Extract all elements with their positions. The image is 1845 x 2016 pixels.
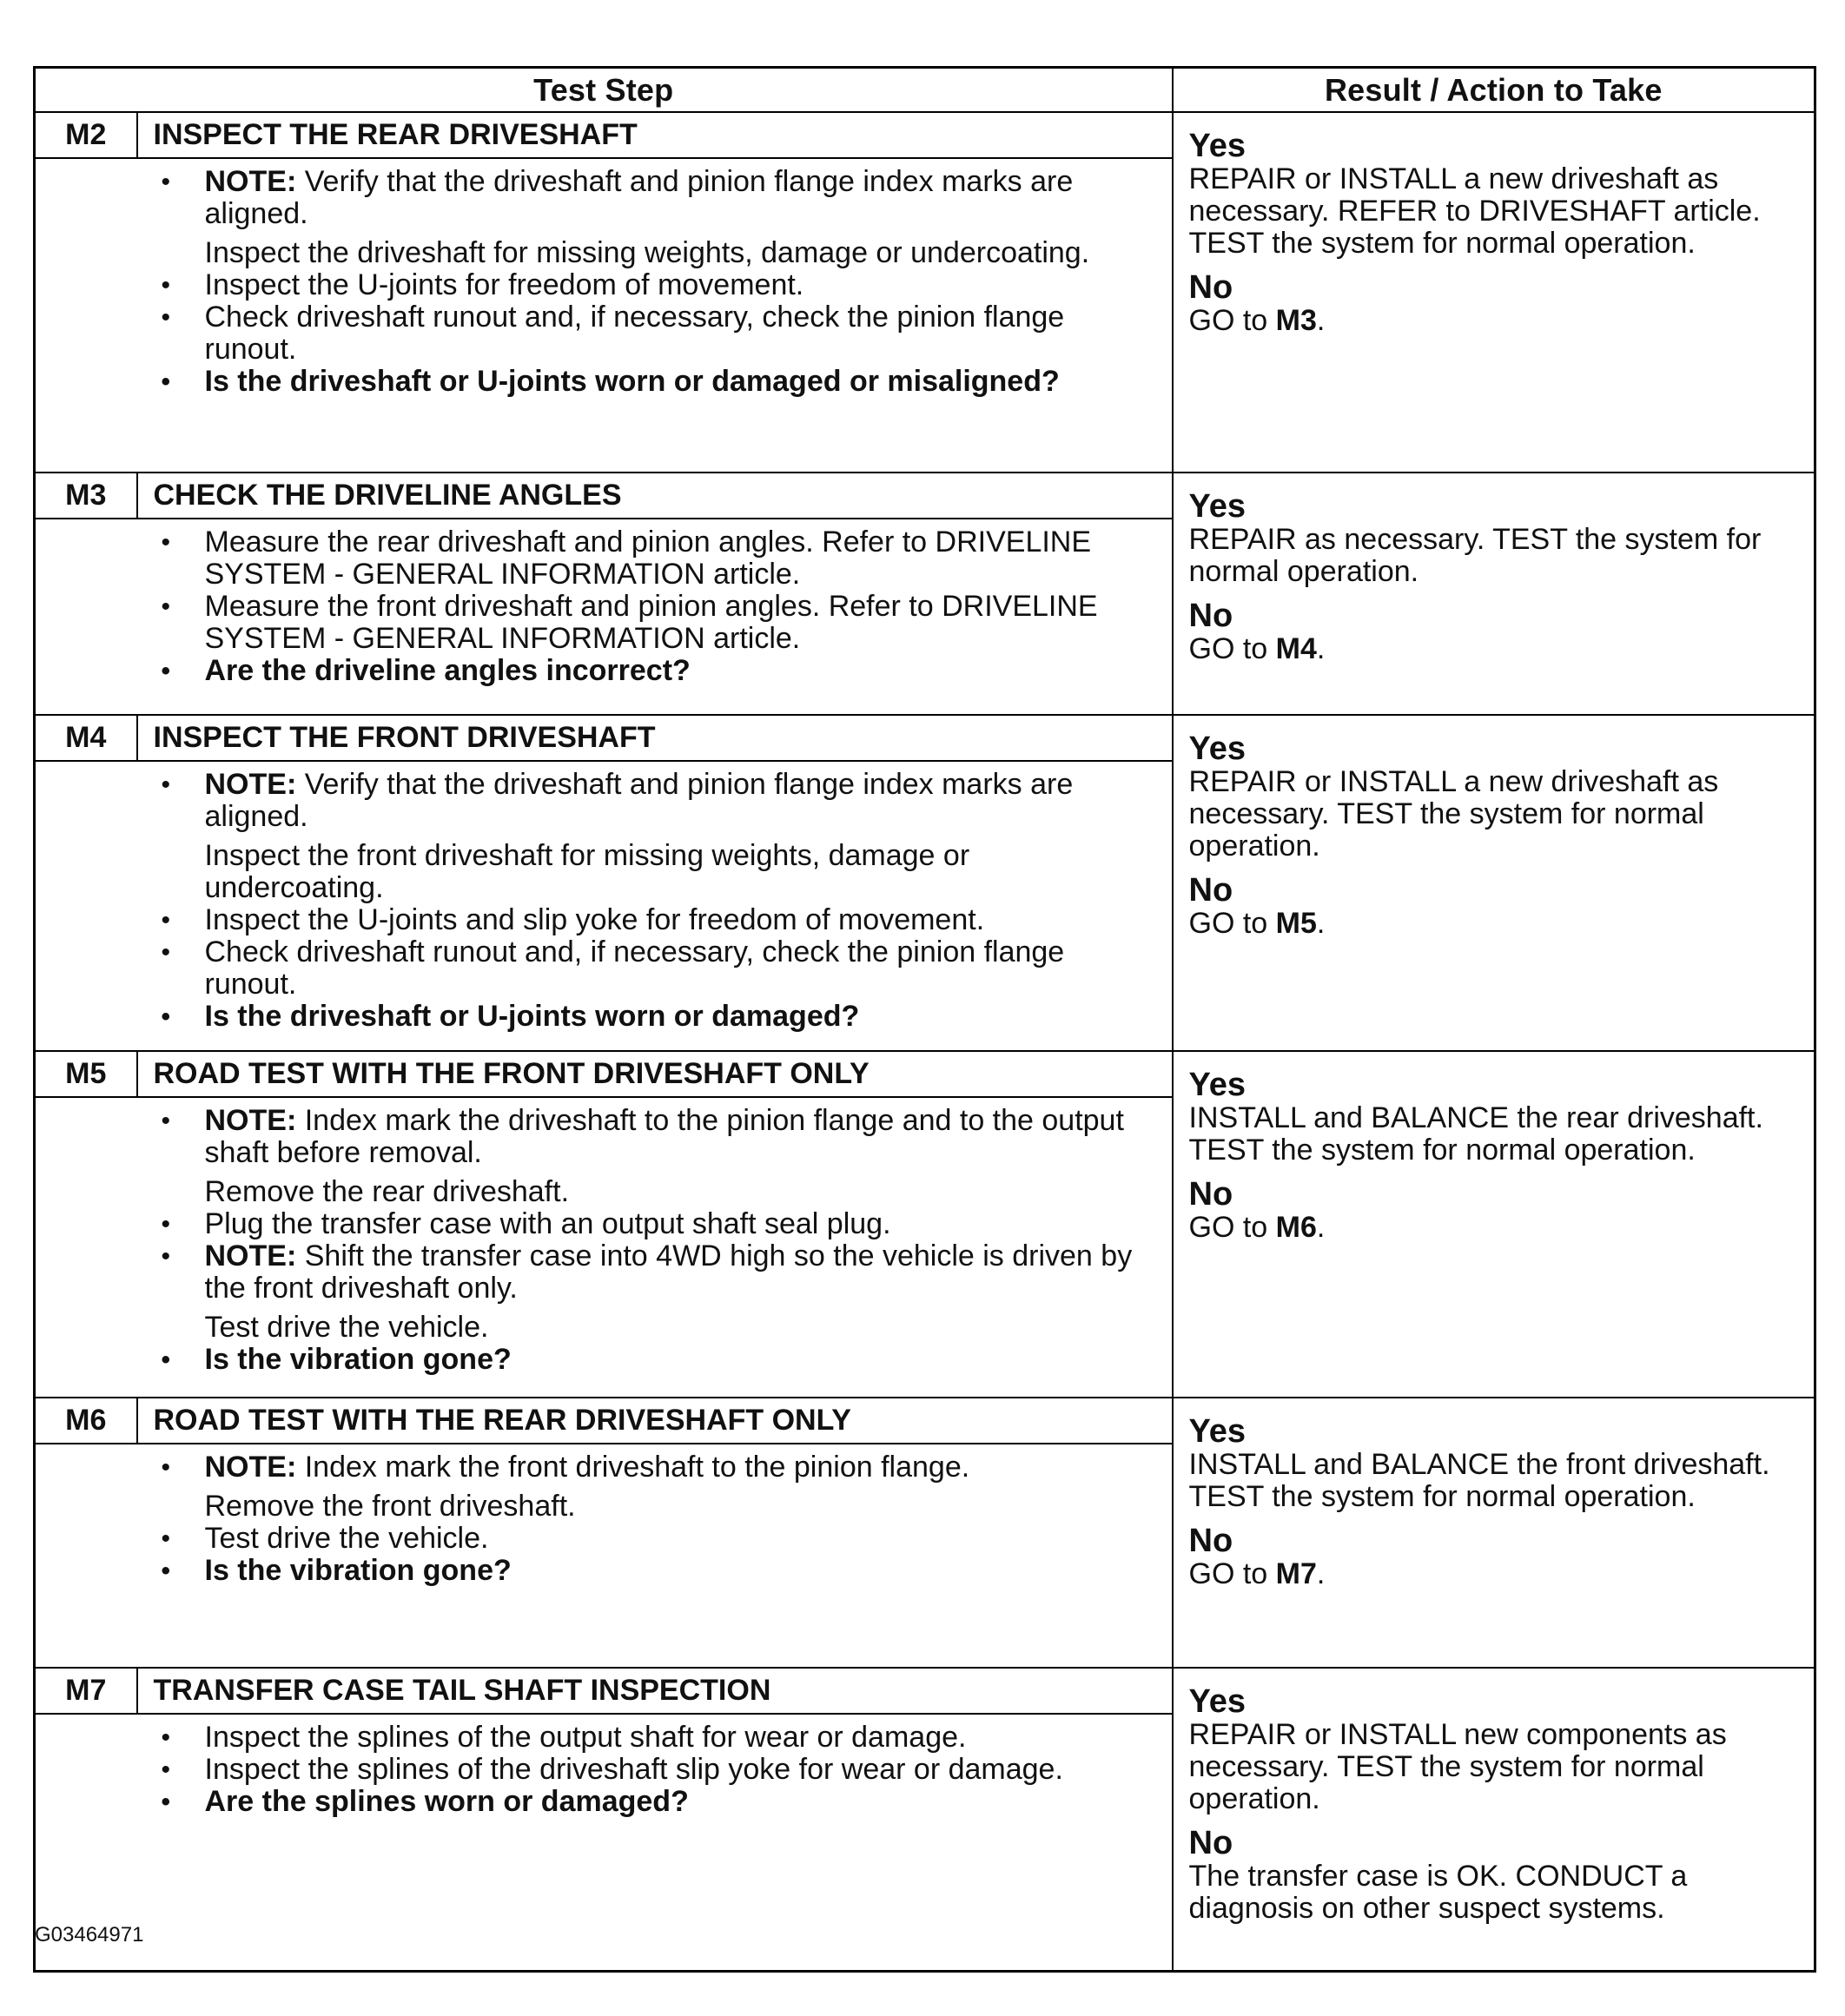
- yes-label: Yes: [1188, 488, 1247, 525]
- step-item-text: Check driveshaft runout and, if necessary, check the pinion flange runout.: [204, 935, 1065, 1001]
- no-action: [1189, 908, 1804, 940]
- step-body: [137, 519, 1173, 715]
- step-item: [137, 1105, 1146, 1169]
- step-title-row: [35, 1398, 1815, 1444]
- yes-action: REPAIR or INSTALL new components as necessary. TEST the system for normal operation.: [1188, 1718, 1727, 1815]
- step-title: CHECK THE DRIVELINE ANGLES: [137, 473, 1173, 519]
- yes-label: Yes: [1188, 1413, 1247, 1450]
- step-item: [137, 1484, 1146, 1523]
- step-item: [137, 230, 1146, 269]
- no-action-tail: .: [1316, 632, 1326, 665]
- step-title-row: [35, 1668, 1815, 1714]
- step-item-text: Is the vibration gone?: [204, 1343, 512, 1376]
- step-item: [137, 1208, 1146, 1240]
- step-item-list: [137, 769, 1146, 1033]
- yes-action: INSTALL and BALANCE the rear driveshaft. TEST the system for normal operation.: [1188, 1101, 1763, 1167]
- step-id-spacer: [35, 519, 137, 715]
- step-item-list: [137, 1722, 1146, 1818]
- step-id-spacer: [35, 761, 137, 1051]
- step-id: M5: [35, 1051, 137, 1097]
- step-item-text: Is the driveshaft or U-joints worn or damaged or misaligned?: [204, 365, 1060, 398]
- step-title: TRANSFER CASE TAIL SHAFT INSPECTION: [137, 1668, 1173, 1714]
- step-item: [137, 591, 1146, 655]
- table-header-row: [35, 68, 1815, 113]
- no-action: [1189, 1558, 1804, 1590]
- step-item-text: Is the vibration gone?: [204, 1554, 512, 1587]
- step-item: [137, 366, 1146, 398]
- no-action-tail: .: [1316, 907, 1326, 940]
- step-title: ROAD TEST WITH THE FRONT DRIVESHAFT ONLY: [137, 1051, 1173, 1097]
- step-item-list: [137, 1451, 1146, 1587]
- step-id: M4: [35, 715, 137, 761]
- no-action-text: GO to: [1188, 1211, 1276, 1244]
- no-label: No: [1188, 1523, 1233, 1559]
- step-id: M2: [35, 112, 137, 158]
- step-item-text: Index mark the driveshaft to the pinion flange and to the output shaft before removal.: [204, 1104, 1124, 1169]
- note-lead: NOTE:: [204, 1239, 297, 1272]
- step-item: [137, 1722, 1146, 1754]
- step-item-text: Measure the front driveshaft and pinion angles. Refer to DRIVELINE SYSTEM - GENERAL INFORMATION article.: [204, 590, 1098, 655]
- step-item-text: Inspect the U-joints for freedom of movement.: [204, 268, 804, 301]
- step-body: [137, 1714, 1173, 1972]
- step-item: [137, 1169, 1146, 1208]
- yes-label: Yes: [1188, 1067, 1247, 1103]
- step-item: [137, 269, 1146, 301]
- step-item-text: Inspect the U-joints and slip yoke for freedom of movement.: [204, 903, 985, 936]
- result-cell: [1173, 1398, 1815, 1668]
- step-title-row: [35, 473, 1815, 519]
- step-item: [137, 1555, 1146, 1587]
- step-title: INSPECT THE REAR DRIVESHAFT: [137, 112, 1173, 158]
- no-action: [1189, 633, 1804, 665]
- yes-action: REPAIR or INSTALL a new driveshaft as necessary. TEST the system for normal operation.: [1188, 765, 1719, 863]
- step-item: [137, 1451, 1146, 1484]
- step-id-spacer: [35, 158, 137, 473]
- no-label: No: [1188, 269, 1233, 306]
- step-item-text: Is the driveshaft or U-joints worn or damaged?: [204, 1000, 860, 1033]
- result-cell: [1173, 715, 1815, 1051]
- step-item-text: Inspect the front driveshaft for missing weights, damage or undercoating.: [204, 839, 970, 904]
- no-label: No: [1188, 1176, 1233, 1213]
- step-item-text: Shift the transfer case into 4WD high so the vehicle is driven by the front driveshaft only.: [204, 1239, 1133, 1305]
- step-item: [137, 655, 1146, 687]
- yes-action: INSTALL and BALANCE the front driveshaft. TEST the system for normal operation.: [1188, 1448, 1770, 1513]
- step-title-row: [35, 1051, 1815, 1097]
- no-action-text: GO to: [1188, 1557, 1276, 1590]
- note-lead: NOTE:: [204, 1451, 297, 1484]
- step-title-row: [35, 715, 1815, 761]
- step-item-text: Index mark the front driveshaft to the pinion flange.: [296, 1451, 970, 1484]
- step-title: ROAD TEST WITH THE REAR DRIVESHAFT ONLY: [137, 1398, 1173, 1444]
- no-action: [1189, 1861, 1804, 1925]
- no-action-step-ref: M6: [1275, 1211, 1317, 1244]
- table-body: [35, 112, 1815, 1972]
- result-cell: [1173, 1051, 1815, 1398]
- step-item-text: Check driveshaft runout and, if necessary, check the pinion flange runout.: [204, 301, 1065, 366]
- no-action-tail: .: [1316, 1557, 1326, 1590]
- result-cell: [1173, 473, 1815, 715]
- yes-label: Yes: [1188, 128, 1247, 164]
- step-item-text: Remove the rear driveshaft.: [204, 1175, 570, 1208]
- no-action-step-ref: M3: [1275, 304, 1317, 337]
- step-item-text: Remove the front driveshaft.: [204, 1490, 576, 1523]
- result-cell: [1173, 112, 1815, 473]
- step-item: [137, 769, 1146, 833]
- step-item-list: [137, 526, 1146, 687]
- step-id-spacer: [35, 1444, 137, 1668]
- step-item: [137, 526, 1146, 591]
- step-id: M3: [35, 473, 137, 519]
- step-item: [137, 1344, 1146, 1376]
- step-body: [137, 1444, 1173, 1668]
- step-item: [137, 166, 1146, 230]
- no-action-text: GO to: [1188, 304, 1276, 337]
- yes-label: Yes: [1188, 1683, 1247, 1720]
- step-item: [137, 1786, 1146, 1818]
- step-title: INSPECT THE FRONT DRIVESHAFT: [137, 715, 1173, 761]
- no-action-text: GO to: [1188, 907, 1276, 940]
- no-action-tail: .: [1316, 304, 1326, 337]
- no-action-tail: .: [1316, 1211, 1326, 1244]
- no-action-text: The transfer case is OK. CONDUCT a diagnosis on other suspect systems.: [1188, 1860, 1688, 1925]
- no-label: No: [1188, 598, 1233, 634]
- no-action-step-ref: M7: [1275, 1557, 1317, 1590]
- yes-label: Yes: [1188, 730, 1247, 767]
- step-item-text: Inspect the splines of the driveshaft slip yoke for wear or damage.: [204, 1753, 1063, 1786]
- step-item-list: [137, 1105, 1146, 1376]
- step-item-text: Measure the rear driveshaft and pinion angles. Refer to DRIVELINE SYSTEM - GENERAL INFORMATION article.: [204, 525, 1092, 591]
- step-item: [137, 301, 1146, 366]
- diagnostic-table: [33, 66, 1816, 1973]
- result-cell: [1173, 1668, 1815, 1972]
- no-action: [1189, 305, 1804, 337]
- no-action-step-ref: M4: [1275, 632, 1317, 665]
- step-item: [137, 1754, 1146, 1786]
- step-item-list: [137, 166, 1146, 398]
- step-body: [137, 761, 1173, 1051]
- step-item-text: Are the splines worn or damaged?: [204, 1785, 689, 1818]
- yes-action: REPAIR or INSTALL a new driveshaft as necessary. REFER to DRIVESHAFT article. TEST the system for normal operation.: [1188, 162, 1761, 260]
- step-item: [137, 1523, 1146, 1555]
- no-action: [1189, 1212, 1804, 1244]
- header-test-step: Test Step: [35, 68, 1173, 113]
- step-item-text: Are the driveline angles incorrect?: [204, 654, 691, 687]
- step-body: [137, 1097, 1173, 1398]
- step-item: [137, 1240, 1146, 1305]
- step-item-text: Plug the transfer case with an output shaft seal plug.: [204, 1207, 891, 1240]
- figure-id: G03464971: [35, 1923, 144, 1947]
- step-item: [137, 936, 1146, 1001]
- step-title-row: [35, 112, 1815, 158]
- no-action-step-ref: M5: [1275, 907, 1317, 940]
- step-item: [137, 1305, 1146, 1344]
- no-label: No: [1188, 1825, 1233, 1861]
- note-lead: NOTE:: [204, 1104, 297, 1137]
- note-lead: NOTE:: [204, 165, 297, 198]
- step-id: M6: [35, 1398, 137, 1444]
- step-item: [137, 833, 1146, 904]
- yes-action: REPAIR as necessary. TEST the system for normal operation.: [1188, 523, 1762, 588]
- step-item-text: Test drive the vehicle.: [204, 1311, 489, 1344]
- step-item-text: Test drive the vehicle.: [204, 1522, 489, 1555]
- step-item: [137, 904, 1146, 936]
- step-item: [137, 1001, 1146, 1033]
- no-action-text: GO to: [1188, 632, 1276, 665]
- step-item-text: Inspect the splines of the output shaft for wear or damage.: [204, 1721, 967, 1754]
- header-result: Result / Action to Take: [1173, 68, 1815, 113]
- step-id: M7: [35, 1668, 137, 1714]
- step-body: [137, 158, 1173, 473]
- step-item-text: Verify that the driveshaft and pinion flange index marks are aligned.: [204, 165, 1074, 230]
- no-label: No: [1188, 872, 1233, 909]
- step-id-spacer: [35, 1097, 137, 1398]
- step-item-text: Inspect the driveshaft for missing weights, damage or undercoating.: [204, 236, 1090, 269]
- note-lead: NOTE:: [204, 768, 297, 801]
- step-item-text: Verify that the driveshaft and pinion flange index marks are aligned.: [204, 768, 1074, 833]
